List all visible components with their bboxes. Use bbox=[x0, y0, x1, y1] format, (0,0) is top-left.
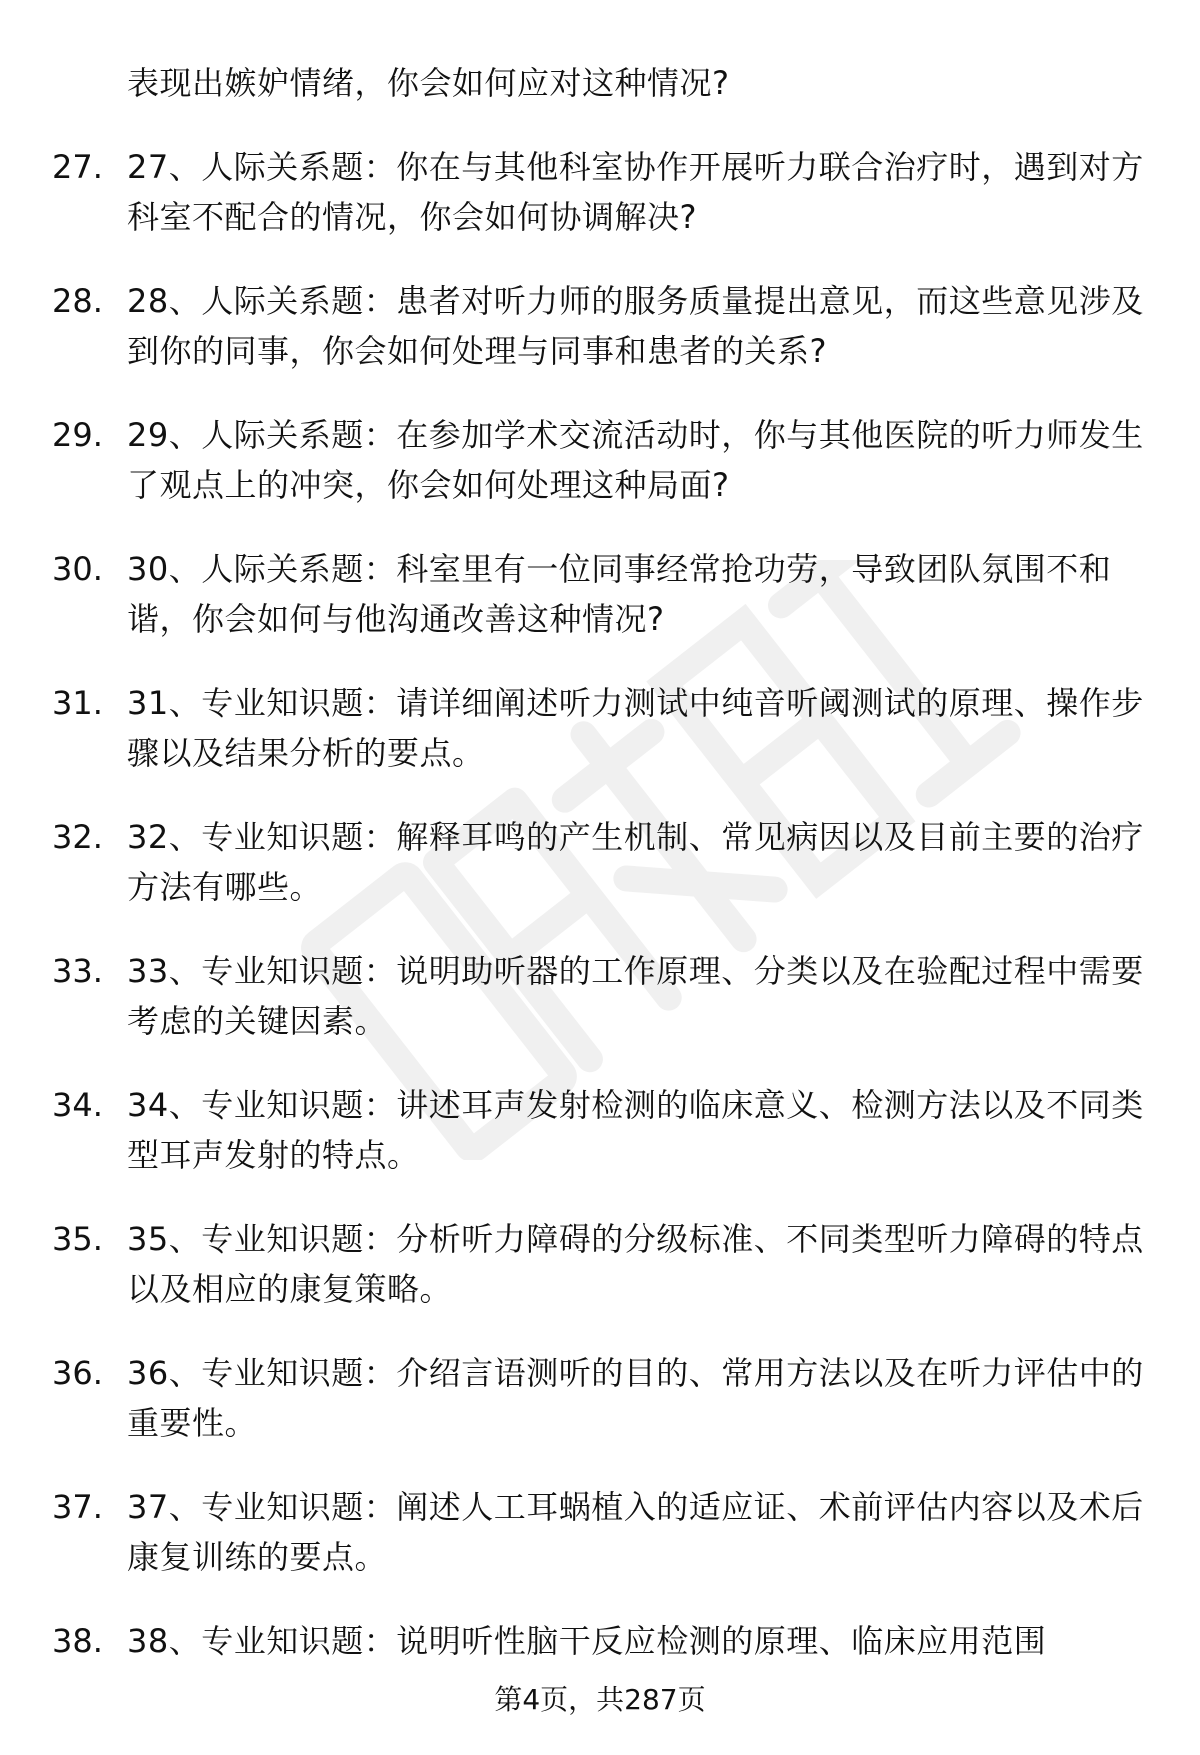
question-text: 34、专业知识题：讲述耳声发射检测的临床意义、检测方法以及不同类型耳声发射的特点。 bbox=[127, 1086, 1144, 1174]
list-item bbox=[0, 142, 1200, 276]
question-text: 30、人际关系题：科室里有一位同事经常抢功劳，导致团队氛围不和谐，你会如何与他沟通改善这种情况? bbox=[127, 550, 1112, 638]
question-text: 38、专业知识题：说明听性脑干反应检测的原理、临床应用范围 bbox=[127, 1622, 1047, 1660]
list-item bbox=[0, 544, 1200, 678]
question-number: 31. bbox=[52, 684, 103, 722]
question-number: 38. bbox=[52, 1622, 103, 1660]
question-number: 32. bbox=[52, 818, 103, 856]
question-text: 33、专业知识题：说明助听器的工作原理、分类以及在验配过程中需要考虑的关键因素。 bbox=[127, 952, 1144, 1040]
list-item bbox=[0, 276, 1200, 410]
question-number: 29. bbox=[52, 416, 103, 454]
question-text: 37、专业知识题：阐述人工耳蜗植入的适应证、术前评估内容以及术后康复训练的要点。 bbox=[127, 1488, 1144, 1576]
question-number: 34. bbox=[52, 1086, 103, 1124]
question-number: 33. bbox=[52, 952, 103, 990]
question-number: 36. bbox=[52, 1354, 103, 1392]
question-number: 28. bbox=[52, 282, 103, 320]
continuation-text: 表现出嫉妒情绪，你会如何应对这种情况? bbox=[127, 64, 730, 102]
list-item bbox=[0, 678, 1200, 812]
question-text: 29、人际关系题：在参加学术交流活动时，你与其他医院的听力师发生了观点上的冲突，你会如何处理这种局面? bbox=[127, 416, 1144, 504]
question-text: 36、专业知识题：介绍言语测听的目的、常用方法以及在听力评估中的重要性。 bbox=[127, 1354, 1144, 1442]
list-item bbox=[0, 1348, 1200, 1482]
question-number: 37. bbox=[52, 1488, 103, 1526]
question-text: 28、人际关系题：患者对听力师的服务质量提出意见，而这些意见涉及到你的同事，你会如何处理与同事和患者的关系? bbox=[127, 282, 1144, 370]
list-item bbox=[0, 410, 1200, 544]
question-text: 27、人际关系题：你在与其他科室协作开展听力联合治疗时，遇到对方科室不配合的情况，你会如何协调解决? bbox=[127, 148, 1144, 236]
page-footer: 第4页，共287页 bbox=[494, 1683, 706, 1716]
question-number: 27. bbox=[52, 148, 103, 186]
list-item bbox=[0, 1214, 1200, 1348]
question-text: 31、专业知识题：请详细阐述听力测试中纯音听阈测试的原理、操作步骤以及结果分析的要点。 bbox=[127, 684, 1144, 772]
list-item bbox=[0, 812, 1200, 946]
question-list bbox=[0, 142, 1200, 1750]
list-item bbox=[0, 946, 1200, 1080]
question-text: 32、专业知识题：解释耳鸣的产生机制、常见病因以及目前主要的治疗方法有哪些。 bbox=[127, 818, 1144, 906]
list-item bbox=[0, 1080, 1200, 1214]
question-text: 35、专业知识题：分析听力障碍的分级标准、不同类型听力障碍的特点以及相应的康复策略。 bbox=[127, 1220, 1144, 1308]
list-item bbox=[0, 1482, 1200, 1616]
question-number: 35. bbox=[52, 1220, 103, 1258]
question-number: 30. bbox=[52, 550, 103, 588]
